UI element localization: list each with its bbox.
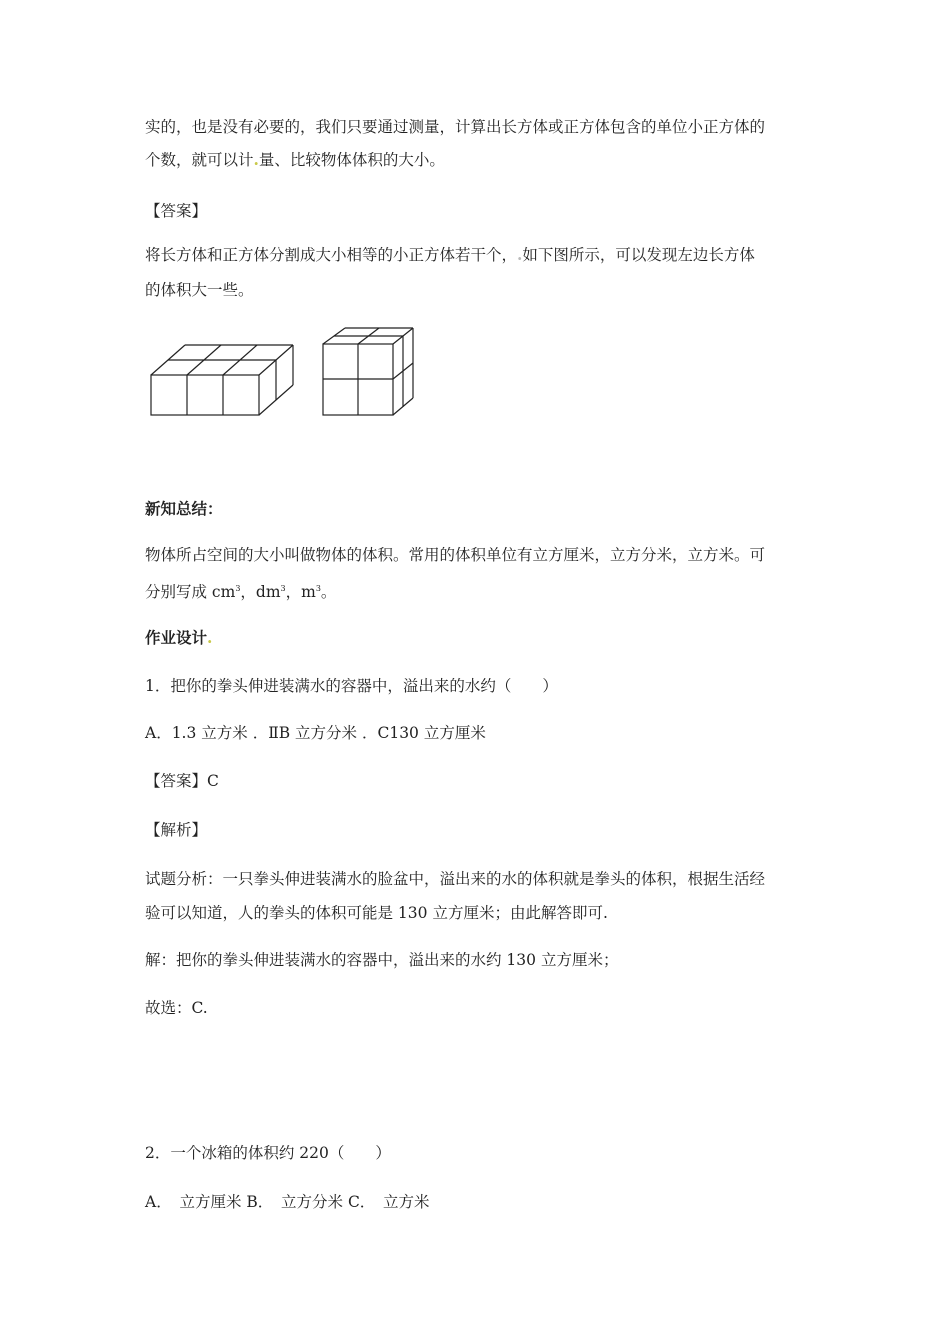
q1-stem: 1．把你的拳头伸进装满水的容器中，溢出来的水约（ ） — [145, 677, 558, 695]
q1-analysis-2: 验可以知道，人的拳头的体积可能是 130 立方厘米；由此解答即可. — [145, 904, 608, 922]
homework-heading — [145, 628, 212, 648]
intro-line-2a: 个数，就可以计 — [145, 151, 254, 169]
summary-end: 。 — [320, 583, 337, 601]
summary-heading: 新知总结： — [145, 499, 223, 518]
cuboid-drawing — [151, 345, 293, 415]
sup-3: 3 — [280, 584, 286, 593]
q1-analysis-label: 【解析】 — [145, 821, 208, 839]
sup-3: 3 — [315, 584, 321, 593]
intro-line-2b: 量、比较物体体积的大小。 — [258, 151, 445, 169]
summary-cm: 分别写成 cm — [145, 583, 236, 601]
answer-label: 【答案】 — [145, 202, 208, 220]
cube-drawing — [323, 328, 413, 415]
intro-line-2 — [145, 150, 445, 170]
cubes-figure — [145, 322, 445, 422]
summary-dm: ，dm — [240, 583, 281, 601]
answer-line-1a: 将长方体和正方体分割成大小相等的小正方体若干个， — [145, 246, 518, 264]
edit-mark: . — [517, 245, 523, 264]
summary-line-2 — [145, 579, 336, 602]
intro-line-1: 实的，也是没有必要的，我们只要通过测量，计算出长方体或正方体包含的单位小正方体的 — [145, 118, 766, 136]
sup-3: 3 — [235, 584, 241, 593]
q1-options: A．1.3 立方米 ．ⅡB 立方分米 ．C130 立方厘米 — [145, 724, 486, 742]
answer-line-2: 的体积大一些。 — [145, 281, 254, 299]
q2-stem: 2．一个冰箱的体积约 220（ ） — [145, 1144, 391, 1162]
homework-heading-text: 作业设计 — [145, 628, 208, 647]
q1-solution: 解：把你的拳头伸进装满水的容器中，溢出来的水约 130 立方厘米； — [145, 951, 619, 969]
edit-mark: . — [253, 150, 259, 169]
q1-analysis-1: 试题分析：一只拳头伸进装满水的脸盆中，溢出来的水的体积就是拳头的体积，根据生活经 — [145, 870, 766, 888]
summary-m: ，m — [285, 583, 316, 601]
summary-line-1: 物体所占空间的大小叫做物体的体积。常用的体积单位有立方厘米，立方分米，立方米。可 — [145, 546, 766, 564]
q1-choice: 故选：C. — [145, 999, 208, 1017]
answer-line-1b: 如下图所示，可以发现左边长方体 — [522, 246, 755, 264]
q1-answer: 【答案】C — [145, 772, 219, 790]
edit-mark: . — [207, 628, 213, 647]
answer-line-1 — [145, 245, 755, 265]
q2-options: A． 立方厘米 B． 立方分米 C． 立方米 — [145, 1193, 430, 1211]
